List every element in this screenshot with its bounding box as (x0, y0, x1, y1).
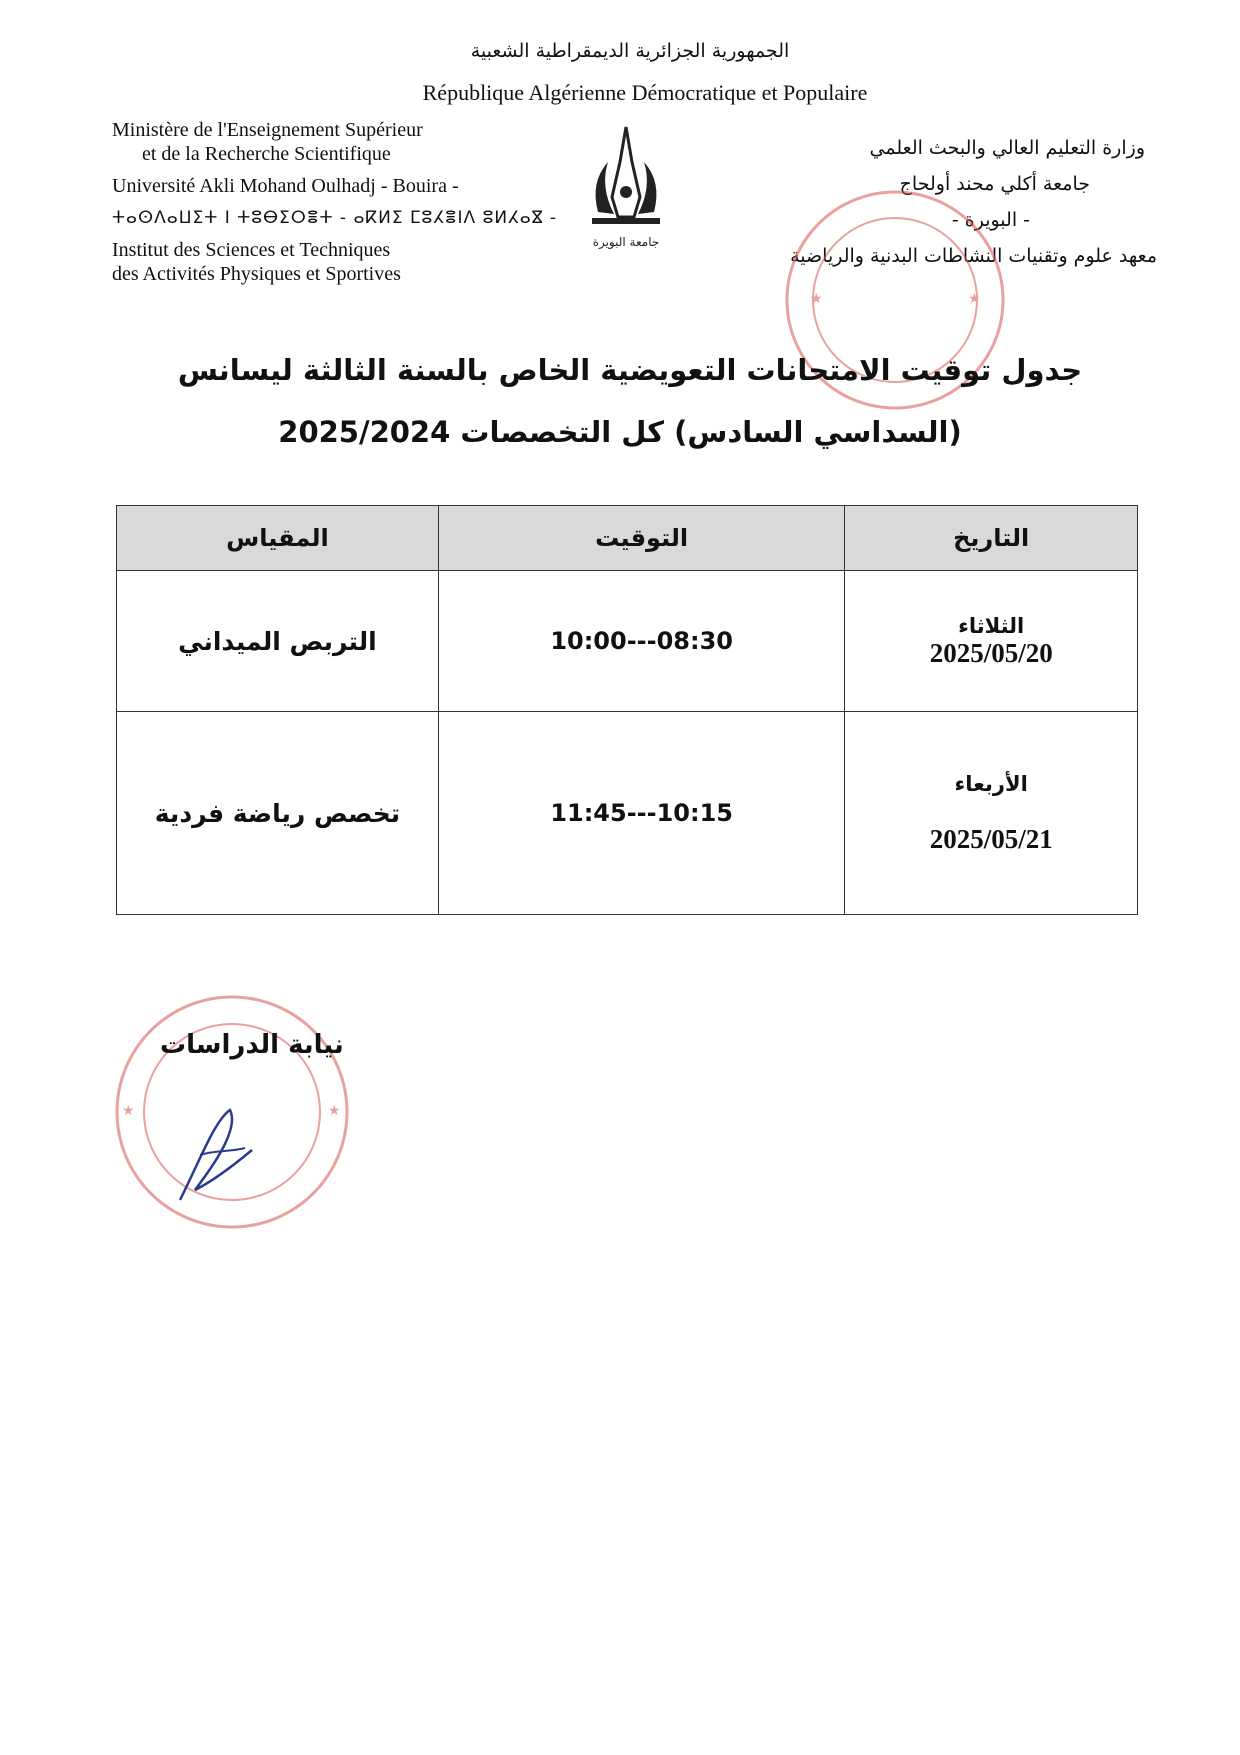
svg-text:★: ★ (328, 1103, 341, 1119)
day-name: الأربعاء (954, 771, 1028, 796)
page-title-line-2: (السداسي السادس) كل التخصصات 2025/2024 (278, 415, 962, 449)
city-arabic: - البويرة - (951, 209, 1030, 231)
header-date: التاريخ (845, 506, 1138, 571)
institute-line-2: des Activités Physiques et Sportives (112, 263, 401, 285)
ministry-line-2: et de la Recherche Scientifique (142, 143, 391, 165)
svg-text:★: ★ (122, 1103, 135, 1119)
exam-schedule-table (116, 505, 1138, 915)
logo-caption: جامعة البويرة (592, 235, 660, 249)
republic-french: République Algérienne Démocratique et Populaire (422, 80, 868, 105)
university-name-french: Université Akli Mohand Oulhadj - Bouira - (112, 175, 459, 197)
date-cell (845, 571, 1138, 712)
header-module: المقياس (117, 506, 439, 571)
ministry-line-1: Ministère de l'Enseignement Supérieur (112, 119, 423, 141)
header-left-french (112, 118, 558, 286)
day-name: الثلاثاء (958, 613, 1025, 638)
institute-arabic: معهد علوم وتقنيات النشاطات البدنية والرياضية (790, 245, 1157, 267)
university-name-tifinagh: ⵜⴰⵙⴷⴰⵡⵉⵜ ⵏ ⵜⵓⴱⵉⵔⴻⵜ - ⴰⴽⵍⵉ ⵎⵓⵃⴻⵏⴷ ⵓⵍⵃⴰⴵ - (112, 208, 558, 228)
module-cell: التربص الميداني (117, 571, 439, 712)
header-time: التوقيت (438, 506, 845, 571)
page-title-line-1: جدول توقيت الامتحانات التعويضية الخاص بالسنة الثالثة ليسانس (177, 353, 1083, 387)
time-cell: 10:00---08:30 (438, 571, 845, 712)
date-cell (845, 712, 1138, 915)
ministry-arabic: وزارة التعليم العالي والبحث العلمي (869, 137, 1145, 159)
exam-date: 2025/05/20 (929, 637, 1053, 668)
republic-arabic: الجمهورية الجزائرية الديمقراطية الشعبية (470, 40, 790, 62)
signature-label: نيابة الدراسات (160, 1030, 344, 1060)
svg-text:★: ★ (810, 291, 823, 307)
university-name-arabic: جامعة أكلي محند أولحاج (899, 173, 1090, 195)
handwritten-signature (170, 1100, 260, 1210)
table-row (117, 571, 1138, 712)
exam-date: 2025/05/21 (929, 823, 1053, 854)
module-cell: تخصص رياضة فردية (117, 712, 439, 915)
institute-line-1: Institut des Sciences et Techniques (112, 239, 391, 261)
time-cell: 11:45---10:15 (438, 712, 845, 915)
university-logo (578, 122, 674, 252)
table-header-row (117, 506, 1138, 571)
table-row (117, 712, 1138, 915)
svg-text:★: ★ (968, 291, 981, 307)
